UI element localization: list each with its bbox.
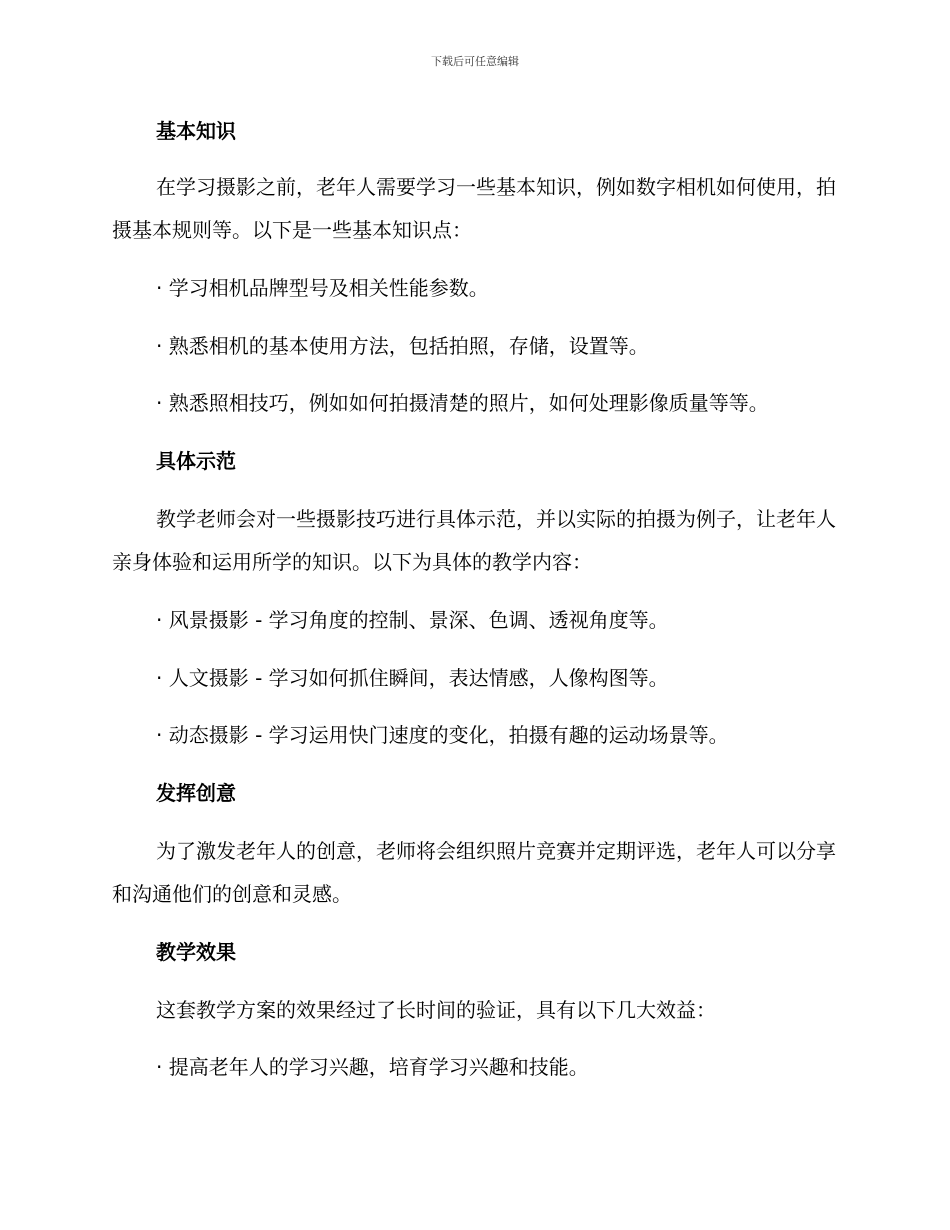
section-paragraph-demonstration: 教学老师会对一些摄影技巧进行具体示范，并以实际的拍摄为例子，让老年人亲身体验和运用所学的知识。以下为具体的教学内容： — [112, 507, 836, 574]
section-paragraph-basic-knowledge: 在学习摄影之前，老年人需要学习一些基本知识，例如数字相机如何使用，拍摄基本规则等。以下是一些基本知识点： — [112, 175, 836, 242]
list-item: · 学习相机品牌型号及相关性能参数。 — [156, 276, 489, 300]
list-item: · 人文摄影 - 学习如何抓住瞬间，表达情感，人像构图等。 — [156, 666, 669, 690]
list-item: · 提高老年人的学习兴趣，培育学习兴趣和技能。 — [156, 1055, 589, 1079]
section-heading-demonstration: 具体示范 — [156, 449, 236, 473]
section-heading-teaching-effect: 教学效果 — [156, 940, 236, 964]
section-heading-basic-knowledge: 基本知识 — [156, 119, 236, 143]
list-item: · 风景摄影 - 学习角度的控制、景深、色调、透视角度等。 — [156, 608, 669, 632]
section-paragraph-creativity: 为了激发老年人的创意，老师将会组织照片竞赛并定期评选，老年人可以分享和沟通他们的创意和灵感。 — [112, 839, 836, 906]
section-heading-creativity: 发挥创意 — [156, 781, 236, 805]
list-item: · 熟悉照相技巧，例如如何拍摄清楚的照片，如何处理影像质量等等。 — [156, 391, 769, 415]
list-item: · 熟悉相机的基本使用方法，包括拍照，存储，设置等。 — [156, 334, 649, 358]
page-header: 下载后可任意编辑 — [431, 55, 519, 68]
section-paragraph-teaching-effect: 这套教学方案的效果经过了长时间的验证，具有以下几大效益： — [156, 998, 716, 1022]
list-item: · 动态摄影 - 学习运用快门速度的变化，拍摄有趣的运动场景等。 — [156, 723, 729, 747]
